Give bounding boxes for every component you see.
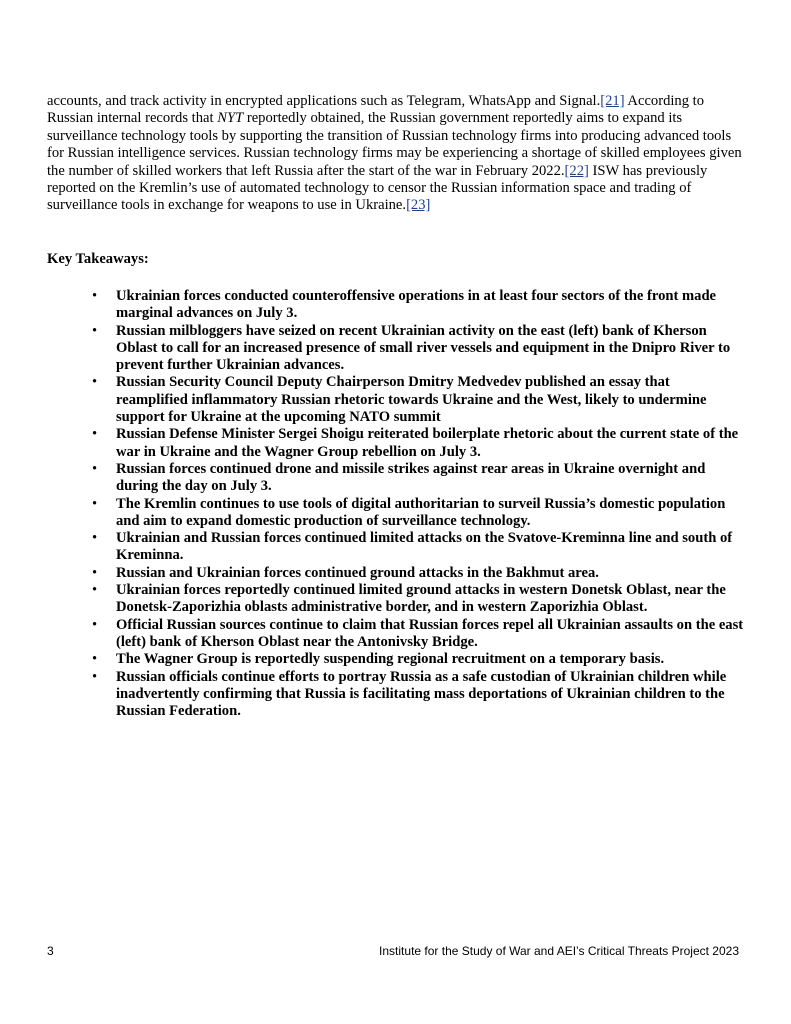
list-item (92, 374, 744, 426)
intro-text-4: ISW has previously reported on the Kremlin’s use of automated technology to censor the Russian information space and trading of surveillance tools in exchange for weapons to use in Ukraine. (47, 162, 708, 214)
footnote-link-21[interactable]: [21] (600, 93, 625, 109)
bullet-icon: • (92, 616, 98, 633)
list-item (92, 668, 744, 721)
list-item (92, 322, 744, 375)
bullet-icon: • (92, 426, 98, 443)
bullet-icon: • (92, 651, 98, 668)
takeaway-text: Official Russian sources continue to claim that Russian forces repel all Ukrainian assaults on the east (left) bank of Kherson Oblast near the Antonivsky Bridge. (116, 616, 744, 650)
intro-text-1: accounts, and track activity in encrypted applications such as Telegram, WhatsApp and Signal. (47, 93, 601, 109)
takeaway-text: Russian Defense Minister Sergei Shoigu reiterated boilerplate rhetoric about the current state of the war in Ukraine and the Wagner Group rebellion on July 3. (116, 426, 739, 460)
takeaway-text: Ukrainian forces reportedly continued limited ground attacks in western Donetsk Oblast, near the Donetsk-Zaporizhia oblasts administrative border, and in western Zaporizhia Oblast. (116, 582, 726, 616)
takeaway-text: Ukrainian and Russian forces continued limited attacks on the Svatove-Kreminna line and south of Kreminna. (116, 530, 733, 564)
bullet-icon: • (92, 374, 98, 391)
bullet-icon: • (92, 460, 98, 477)
key-takeaways-heading: Key Takeaways: (47, 251, 149, 267)
bullet-icon: • (92, 564, 98, 581)
list-item (92, 582, 744, 617)
intro-paragraph (47, 93, 747, 215)
list-item (92, 564, 744, 582)
takeaway-text: Russian and Ukrainian forces continued ground attacks in the Bakhmut area. (116, 564, 599, 581)
page-number: 3 (47, 944, 54, 958)
footnote-link-22[interactable]: [22] (564, 162, 589, 179)
takeaway-text: Ukrainian forces conducted counteroffensive operations in at least four sectors of the front made marginal advances on July 3. (116, 288, 717, 322)
bullet-icon: • (92, 495, 98, 512)
list-item (92, 495, 744, 531)
intro-text-3: reportedly obtained, the Russian government reportedly aims to expand its surveillance technology tools by supporting the transition of Russian technology firms into producing advanced tools for Russian intelligence services. Russian technology firms may be experiencing a shortage of skilled employees given the number of skilled workers that left Russia after the start of the war in February 2022. (47, 110, 742, 179)
footnote-link-23[interactable]: [23] (406, 197, 431, 214)
list-item (92, 616, 744, 652)
takeaway-text: Russian milbloggers have seized on recent Ukrainian activity on the east (left) bank of Kherson Oblast to call for an increased presence of small river vessels and equipment in the Dnipro River to prevent further Ukrainian advances. (116, 322, 731, 374)
footer-organization: Institute for the Study of War and AEI’s Critical Threats Project 2023 (379, 944, 739, 958)
list-item (92, 460, 744, 496)
bullet-icon: • (92, 322, 98, 339)
list-item (92, 651, 744, 668)
key-takeaways-list (92, 288, 744, 720)
nyt-abbrev: NYT (217, 110, 244, 127)
bullet-icon: • (92, 530, 98, 547)
takeaway-text: Russian Security Council Deputy Chairperson Dmitry Medvedev published an essay that reamplified inflammatory Russian rhetoric towards Ukraine and the West, likely to undermine support for Ukraine at the upcoming NATO summit (116, 374, 707, 426)
bullet-icon: • (92, 288, 98, 304)
list-item (92, 426, 744, 461)
bullet-icon: • (92, 582, 98, 599)
bullet-icon: • (92, 668, 98, 685)
intro-text-2: According to Russian internal records that (47, 93, 705, 127)
takeaway-text: Russian officials continue efforts to portray Russia as a safe custodian of Ukrainian children while inadvertently confirming that Russia is facilitating mass deportations of Ukrainian children to the Russian Federation. (116, 668, 727, 720)
takeaway-text: The Kremlin continues to use tools of digital authoritarian to surveil Russia’s domestic population and aim to expand domestic production of surveillance technology. (116, 495, 726, 529)
takeaway-text: The Wagner Group is reportedly suspending regional recruitment on a temporary basis. (116, 651, 665, 668)
list-item (92, 530, 744, 565)
takeaway-text: Russian forces continued drone and missile strikes against rear areas in Ukraine overnight and during the day on July 3. (116, 460, 706, 495)
list-item (92, 288, 744, 323)
